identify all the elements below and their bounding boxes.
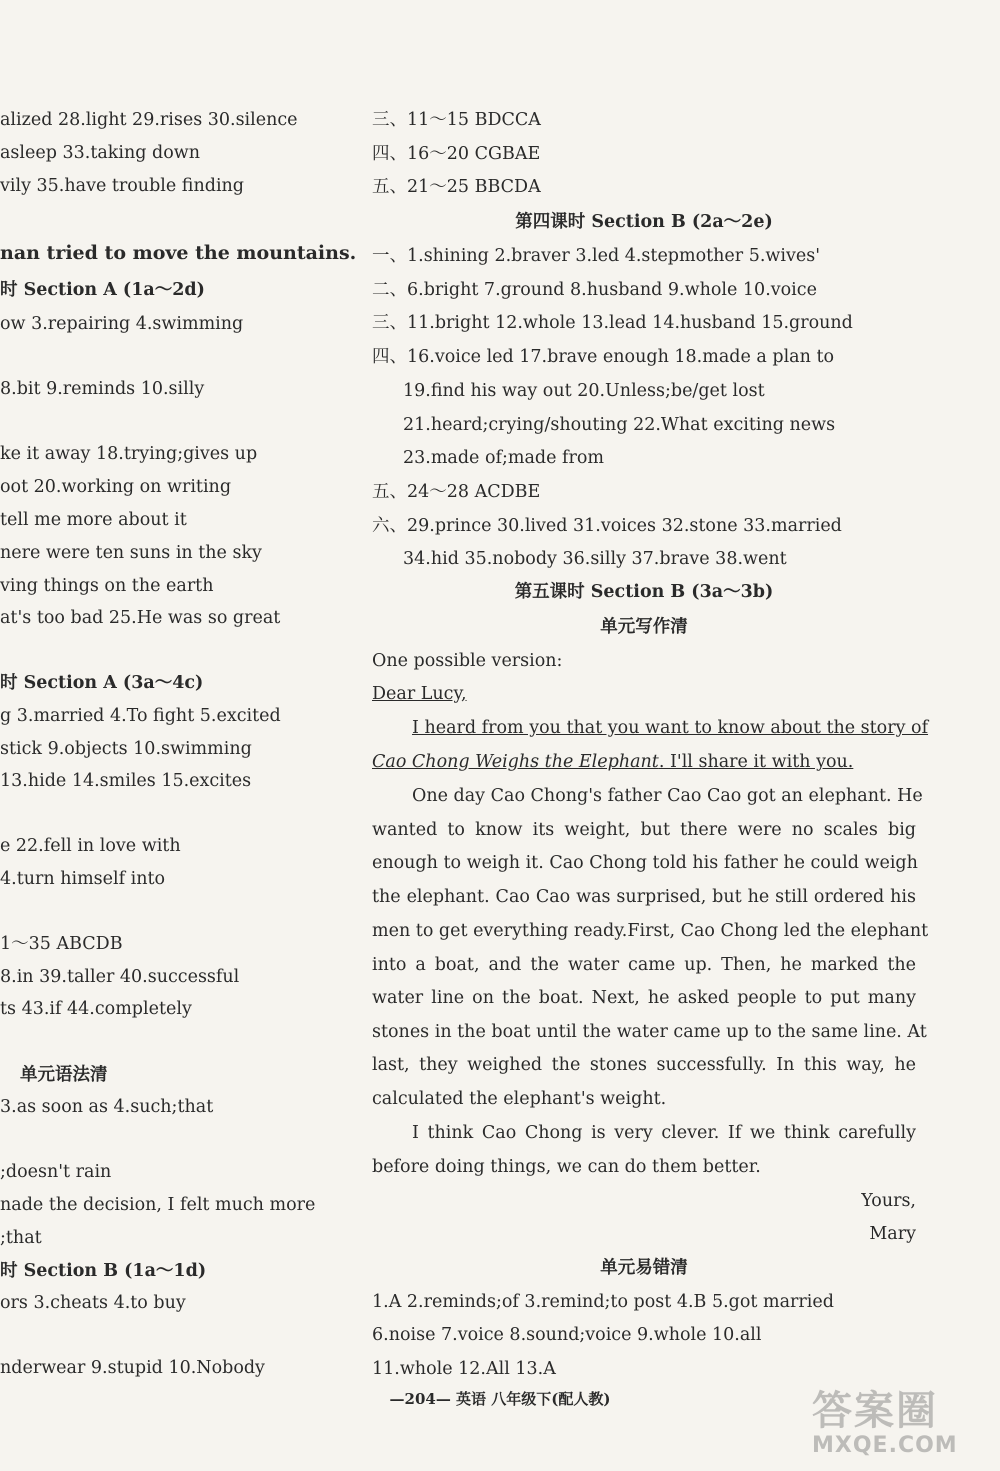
watermark bbox=[812, 1389, 992, 1465]
watermark-logo: 答案圈 bbox=[812, 1388, 938, 1434]
letter-signature: Mary bbox=[869, 1224, 916, 1244]
left-line: ving things on the earth bbox=[0, 576, 214, 596]
answer-line: 四、16～20 CGBAE bbox=[372, 144, 541, 164]
letter-line: men to get everything ready.First, Cao Chong led the elephant bbox=[372, 921, 929, 941]
left-line: tell me more about it bbox=[0, 510, 187, 530]
lesson4-heading: 第四课时 Section B (2a～2e) bbox=[515, 212, 773, 232]
letter-line: wanted to know its weight, but there were no scales big bbox=[372, 820, 916, 840]
page-footer: —204— 英语 八年级下(配人教) bbox=[389, 1390, 611, 1408]
left-line: 3.as soon as 4.such;that bbox=[0, 1097, 214, 1117]
left-line: nere were ten suns in the sky bbox=[0, 543, 262, 563]
letter-line: before doing things, we can do them better. bbox=[372, 1157, 761, 1177]
answer-line: 一、1.shining 2.braver 3.led 4.stepmother 5.wives' bbox=[372, 246, 821, 266]
letter-line: last, they weighed the stones successfully. In this way, he bbox=[372, 1055, 916, 1075]
answer-line: 三、11～15 BDCCA bbox=[372, 110, 541, 130]
letter-line: I heard from you that you want to know about the story of bbox=[412, 718, 929, 738]
story-title: Cao Chong Weighs the Elephant bbox=[372, 752, 659, 772]
watermark-url: MXQE.COM bbox=[812, 1433, 958, 1458]
lesson-heading: 时 Section B (1a～1d) bbox=[0, 1261, 207, 1281]
answer-line: 四、16.voice led 17.brave enough 18.made a plan to bbox=[372, 347, 835, 367]
letter-text: . I'll share it with you. bbox=[658, 752, 854, 772]
letter-line: water line on the boat. Next, he asked people to put many bbox=[372, 988, 916, 1008]
letter-greeting: Dear Lucy, bbox=[372, 684, 467, 704]
answer-line: 21.heard;crying/shouting 22.What exciting news bbox=[403, 415, 836, 435]
left-line: at's too bad 25.He was so great bbox=[0, 608, 281, 628]
letter-line: calculated the elephant's weight. bbox=[372, 1089, 667, 1109]
section-heading: 单元语法清 bbox=[20, 1065, 108, 1085]
left-line: asleep 33.taking down bbox=[0, 143, 201, 163]
lesson-heading: 时 Section A (3a～4c) bbox=[0, 673, 204, 693]
left-line: ors 3.cheats 4.to buy bbox=[0, 1293, 186, 1313]
left-line: vily 35.have trouble finding bbox=[0, 176, 245, 196]
left-line: ow 3.repairing 4.swimming bbox=[0, 314, 244, 334]
letter-line: the elephant. Cao Cao was surprised, but he still ordered his bbox=[372, 887, 916, 907]
answer-line: 34.hid 35.nobody 36.silly 37.brave 38.went bbox=[403, 549, 787, 569]
unit-title: nan tried to move the mountains. bbox=[0, 242, 357, 264]
answer-line: 二、6.bright 7.ground 8.husband 9.whole 10.voice bbox=[372, 280, 817, 300]
writing-heading: 单元写作清 bbox=[600, 617, 688, 637]
letter-line: into a boat, and the water came up. Then, he marked the bbox=[372, 955, 916, 975]
answer-line: 五、21～25 BBCDA bbox=[372, 177, 541, 197]
answer-line: 19.find his way out 20.Unless;be/get lost bbox=[403, 381, 765, 401]
letter-line bbox=[372, 750, 853, 774]
answer-line: 六、29.prince 30.lived 31.voices 32.stone 33.married bbox=[372, 516, 842, 536]
left-line: 8.in 39.taller 40.successful bbox=[0, 967, 240, 987]
left-line: ke it away 18.trying;gives up bbox=[0, 444, 258, 464]
left-line: 13.hide 14.smiles 15.excites bbox=[0, 771, 252, 791]
left-line: 8.bit 9.reminds 10.silly bbox=[0, 379, 205, 399]
letter-closing: Yours, bbox=[861, 1191, 916, 1211]
left-line: alized 28.light 29.rises 30.silence bbox=[0, 110, 298, 130]
left-line: ts 43.if 44.completely bbox=[0, 999, 192, 1019]
answer-line: 23.made of;made from bbox=[403, 448, 605, 468]
answer-line: 五、24～28 ACDBE bbox=[372, 482, 541, 502]
answer-line: 11.whole 12.All 13.A bbox=[372, 1359, 556, 1379]
left-line: oot 20.working on writing bbox=[0, 477, 232, 497]
errors-heading: 单元易错清 bbox=[600, 1258, 688, 1278]
left-line: stick 9.objects 10.swimming bbox=[0, 739, 252, 759]
letter-line: enough to weigh it. Cao Chong told his father he could weigh bbox=[372, 853, 918, 873]
letter-line: stones in the boat until the water came up to the same line. At bbox=[372, 1022, 927, 1042]
lesson5-heading: 第五课时 Section B (3a～3b) bbox=[514, 582, 774, 602]
left-line: 1～35 ABCDB bbox=[0, 934, 123, 954]
left-line: 4.turn himself into bbox=[0, 869, 166, 889]
lesson-heading: 时 Section A (1a～2d) bbox=[0, 280, 205, 300]
letter-line: One day Cao Chong's father Cao Cao got an elephant. He bbox=[412, 786, 923, 806]
left-line: ;that bbox=[0, 1228, 42, 1248]
version-label: One possible version: bbox=[372, 651, 563, 671]
left-line: g 3.married 4.To fight 5.excited bbox=[0, 706, 281, 726]
left-line: nade the decision, I felt much more bbox=[0, 1195, 316, 1215]
answer-line: 1.A 2.reminds;of 3.remind;to post 4.B 5.got married bbox=[372, 1292, 834, 1312]
answer-line: 6.noise 7.voice 8.sound;voice 9.whole 10.all bbox=[372, 1325, 762, 1345]
left-line: nderwear 9.stupid 10.Nobody bbox=[0, 1358, 265, 1378]
answer-line: 三、11.bright 12.whole 13.lead 14.husband 15.ground bbox=[372, 313, 853, 333]
letter-line: I think Cao Chong is very clever. If we think carefully bbox=[412, 1123, 916, 1143]
left-line: e 22.fell in love with bbox=[0, 836, 181, 856]
left-line: ;doesn't rain bbox=[0, 1162, 112, 1182]
